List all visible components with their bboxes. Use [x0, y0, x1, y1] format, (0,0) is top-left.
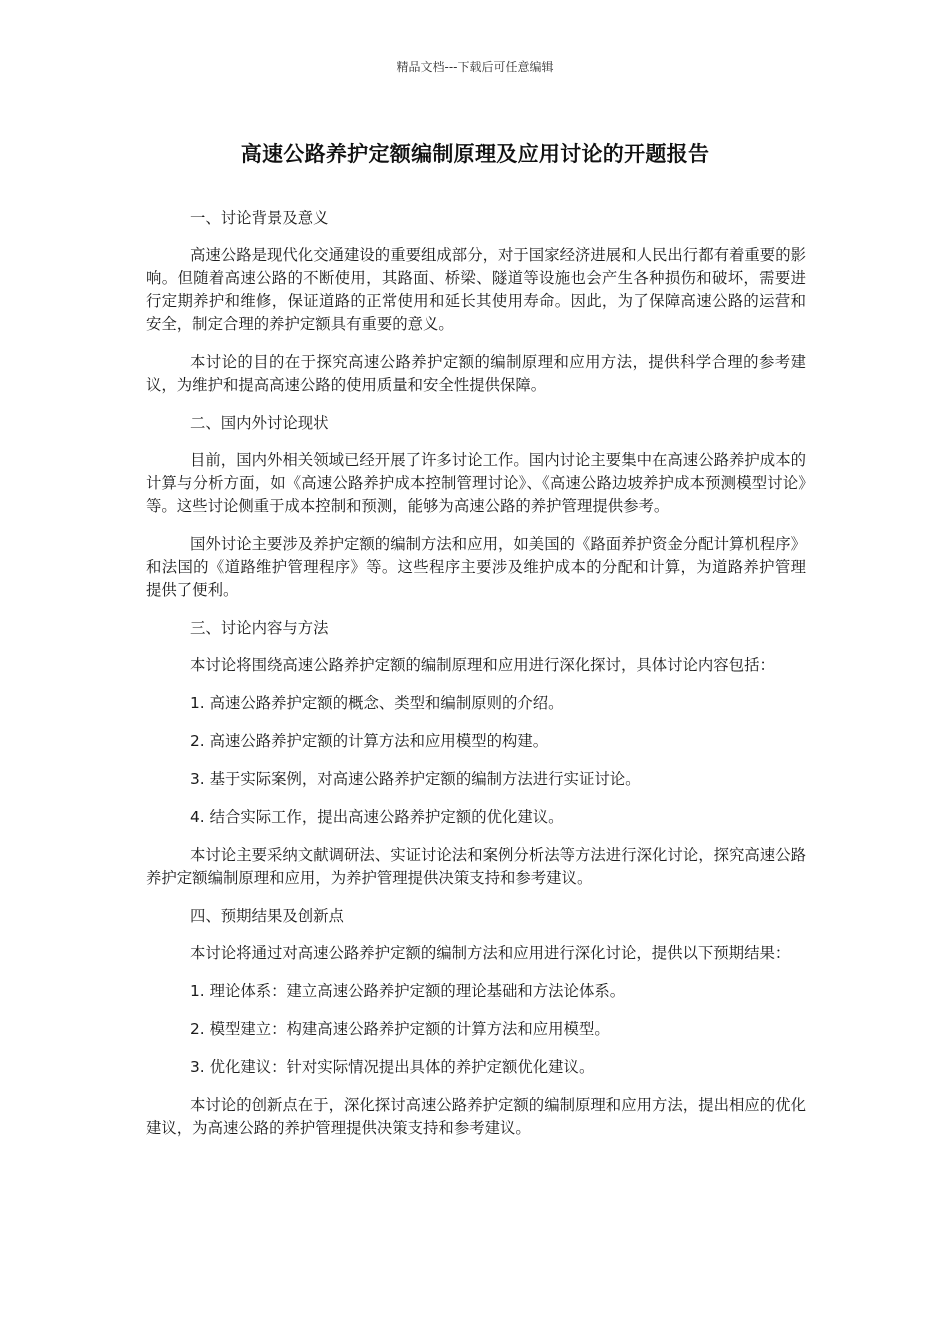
- paragraph: 国外讨论主要涉及养护定额的编制方法和应用，如美国的《路面养护资金分配计算机程序》和法国的《道路维护管理程序》等。这些程序主要涉及维护成本的分配和计算，为道路养护管理提供了便利。: [146, 535, 806, 599]
- list-item: 3. 基于实际案例，对高速公路养护定额的编制方法进行实证讨论。: [190, 770, 641, 788]
- document-title: 高速公路养护定额编制原理及应用讨论的开题报告: [240, 142, 710, 166]
- section-heading: 一、讨论背景及意义: [190, 209, 329, 227]
- list-item: 2. 模型建立：构建高速公路养护定额的计算方法和应用模型。: [190, 1020, 610, 1038]
- list-item: 1. 高速公路养护定额的概念、类型和编制原则的介绍。: [190, 694, 564, 712]
- paragraph: 本讨论将围绕高速公路养护定额的编制原理和应用进行深化探讨，具体讨论内容包括：: [190, 656, 775, 674]
- paragraph: 本讨论的目的在于探究高速公路养护定额的编制原理和应用方法，提供科学合理的参考建议，为维护和提高高速公路的使用质量和安全性提供保障。: [146, 353, 806, 394]
- section-heading: 四、预期结果及创新点: [190, 907, 344, 925]
- page-header: 精品文档---下载后可任意编辑: [396, 60, 554, 74]
- list-item: 2. 高速公路养护定额的计算方法和应用模型的构建。: [190, 732, 549, 750]
- section-heading: 二、国内外讨论现状: [190, 414, 329, 432]
- paragraph: 本讨论主要采纳文献调研法、实证讨论法和案例分析法等方法进行深化讨论，探究高速公路养护定额编制原理和应用，为养护管理提供决策支持和参考建议。: [146, 846, 806, 887]
- list-item: 1. 理论体系：建立高速公路养护定额的理论基础和方法论体系。: [190, 982, 626, 1000]
- paragraph: 高速公路是现代化交通建设的重要组成部分，对于国家经济进展和人民出行都有着重要的影响。但随着高速公路的不断使用，其路面、桥梁、隧道等设施也会产生各种损伤和破坏，需要进行定期养护和维修，保证道路的正常使用和延长其使用寿命。因此，为了保障高速公路的运营和安全，制定合理的养护定额具有重要的意义。: [146, 246, 806, 333]
- paragraph: 本讨论将通过对高速公路养护定额的编制方法和应用进行深化讨论，提供以下预期结果：: [190, 944, 791, 962]
- paragraph: 本讨论的创新点在于，深化探讨高速公路养护定额的编制原理和应用方法，提出相应的优化建议，为高速公路的养护管理提供决策支持和参考建议。: [146, 1096, 806, 1137]
- document-body: [146, 207, 806, 1155]
- list-item: 4. 结合实际工作，提出高速公路养护定额的优化建议。: [190, 808, 564, 826]
- section-heading: 三、讨论内容与方法: [190, 619, 329, 637]
- paragraph: 目前，国内外相关领域已经开展了许多讨论工作。国内讨论主要集中在高速公路养护成本的计算与分析方面，如《高速公路养护成本控制管理讨论》、《高速公路边坡养护成本预测模型讨论》等。这些讨论侧重于成本控制和预测，能够为高速公路的养护管理提供参考。: [146, 451, 806, 515]
- list-item: 3. 优化建议：针对实际情况提出具体的养护定额优化建议。: [190, 1058, 595, 1076]
